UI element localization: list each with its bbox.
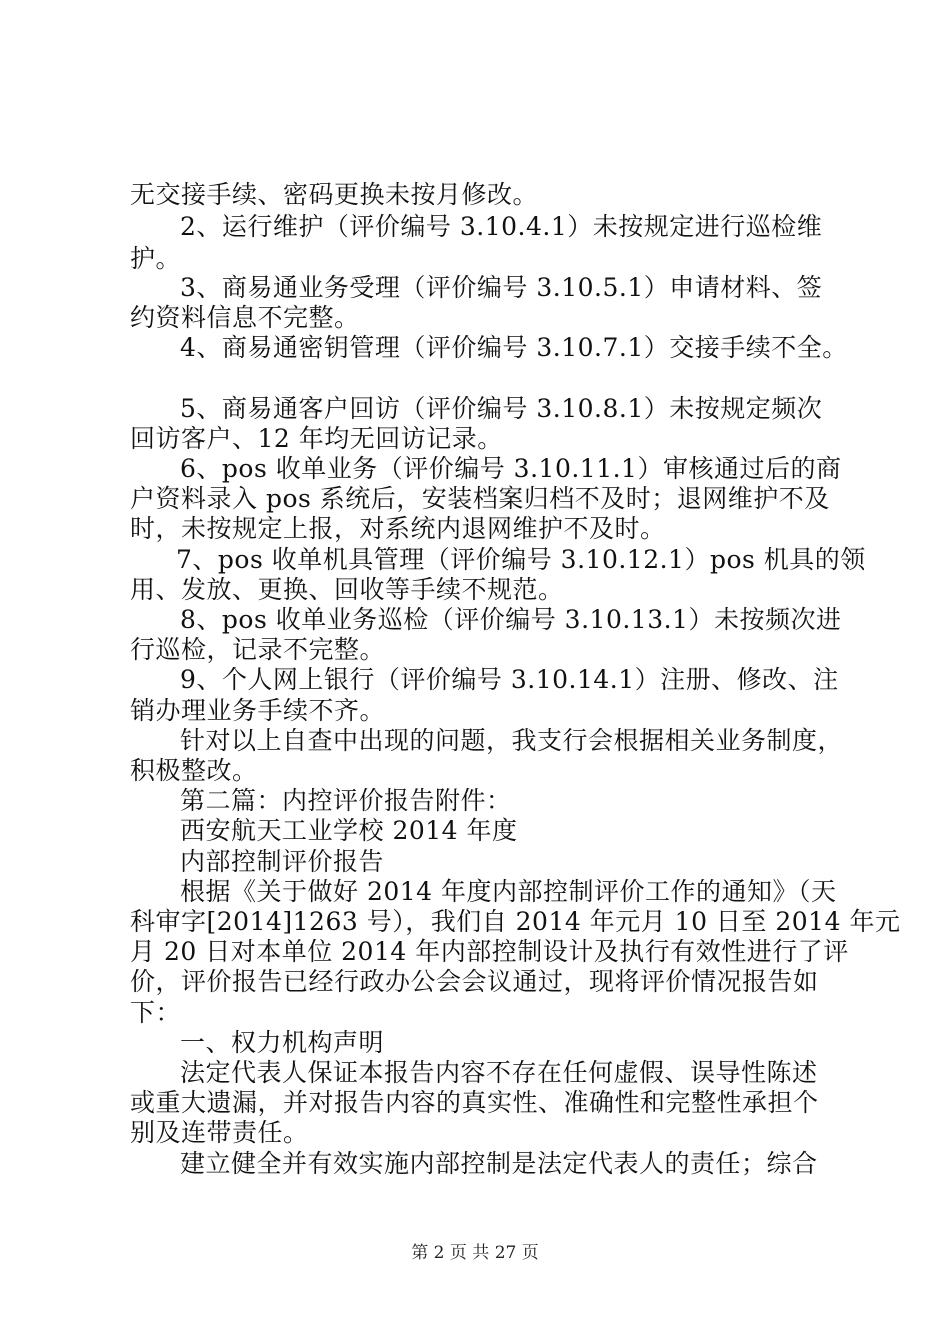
text-line: 9、个人网上银行（评价编号 3.10.14.1）注册、修改、注 <box>180 665 839 694</box>
report-title: 内部控制评价报告 <box>180 847 385 876</box>
section-heading: 第二篇：内控评价报告附件： <box>180 786 512 815</box>
text-line: 月 20 日对本单位 2014 年内部控制设计及执行有效性进行了评 <box>130 937 849 966</box>
text-line: 法定代表人保证本报告内容不存在任何虚假、误导性陈述 <box>180 1058 818 1087</box>
text-line: 价，评价报告已经行政办公会会议通过，现将评价情况报告如 <box>130 967 819 996</box>
text-line: 科审字[2014]1263 号），我们自 2014 年元月 10 日至 2014 年元 <box>130 907 901 936</box>
text-line: 西安航天工业学校 2014 年度 <box>180 816 518 845</box>
text-line: 7、pos 收单机具管理（评价编号 3.10.12.1）pos 机具的领 <box>176 545 866 574</box>
page-footer: 第 2 页 共 27 页 <box>411 1243 539 1263</box>
text-line: 3、商易通业务受理（评价编号 3.10.5.1）申请材料、签 <box>180 273 823 302</box>
text-line: 建立健全并有效实施内部控制是法定代表人的责任；综合 <box>180 1149 818 1178</box>
text-line: 用、发放、更换、回收等手续不规范。 <box>130 575 564 604</box>
text-line: 积极整改。 <box>130 756 258 785</box>
text-line: 约资料信息不完整。 <box>130 303 360 332</box>
text-line: 户资料录入 pos 系统后，安装档案归档不及时；退网维护不及 <box>130 484 830 513</box>
text-line: 针对以上自查中出现的问题，我支行会根据相关业务制度， <box>180 726 844 755</box>
text-line: 或重大遗漏，并对报告内容的真实性、准确性和完整性承担个 <box>130 1088 819 1117</box>
text-line: 别及连带责任。 <box>130 1118 309 1147</box>
text-line: 无交接手续、密码更换未按月修改。 <box>130 180 539 209</box>
text-line: 8、pos 收单业务巡检（评价编号 3.10.13.1）未按频次进 <box>180 605 842 634</box>
text-line: 时，未按规定上报，对系统内退网维护不及时。 <box>130 514 666 543</box>
section-heading: 一、权力机构声明 <box>180 1028 385 1057</box>
text-line: 5、商易通客户回访（评价编号 3.10.8.1）未按规定频次 <box>180 394 823 423</box>
text-line: 6、pos 收单业务（评价编号 3.10.11.1）审核通过后的商 <box>180 454 842 483</box>
text-line: 4、商易通密钥管理（评价编号 3.10.7.1）交接手续不全。 <box>180 333 848 362</box>
text-line: 根据《关于做好 2014 年度内部控制评价工作的通知》（天 <box>180 877 837 906</box>
text-line: 回访客户、12 年均无回访记录。 <box>130 424 503 453</box>
text-line: 2、运行维护（评价编号 3.10.4.1）未按规定进行巡检维 <box>180 212 823 241</box>
text-line: 护。 <box>130 244 182 273</box>
text-line: 行巡检，记录不完整。 <box>130 635 386 664</box>
text-line: 下： <box>130 998 182 1027</box>
text-line: 销办理业务手续不齐。 <box>130 696 386 725</box>
